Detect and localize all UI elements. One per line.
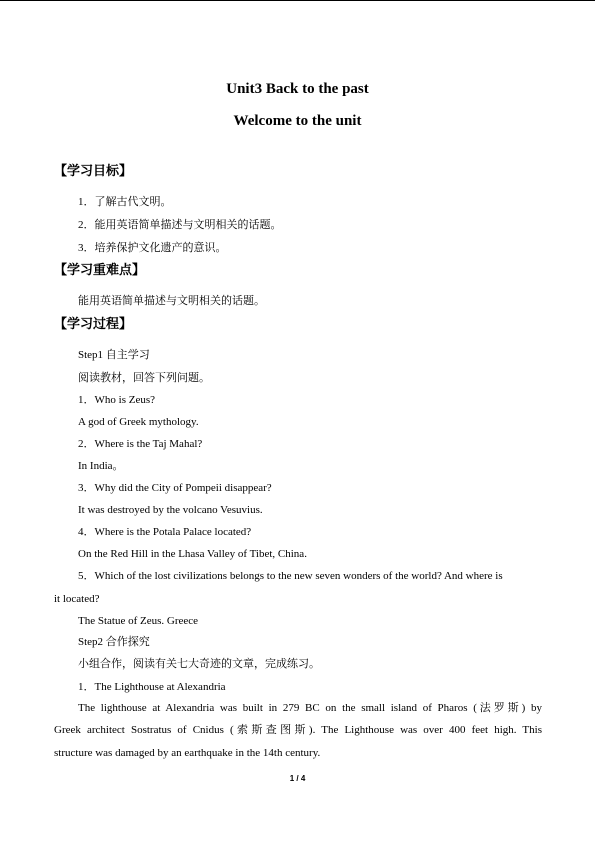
goal-item: 3．培养保护文化遗产的意识。 bbox=[78, 242, 227, 254]
key-points-text: 能用英语简单描述与文明相关的话题。 bbox=[78, 295, 265, 307]
step2-intro: 小组合作，阅读有关七大奇迹的文章，完成练习。 bbox=[78, 658, 320, 670]
step2-title: Step2 合作探究 bbox=[78, 636, 150, 648]
passage-title: 1．The Lighthouse at Alexandria bbox=[78, 681, 226, 693]
step1-title: Step1 自主学习 bbox=[78, 349, 150, 361]
passage-line: structure was damaged by an earthquake in the 14th century. bbox=[54, 747, 321, 759]
answer: The Statue of Zeus. Greece bbox=[78, 615, 199, 627]
answer: A god of Greek mythology. bbox=[78, 416, 199, 428]
question: 4．Where is the Potala Palace located? bbox=[78, 526, 252, 538]
question-5-line1: 5．Which of the lost civilizations belongs to the new seven wonders of the world? And where is bbox=[78, 570, 503, 582]
document-subtitle: Welcome to the unit bbox=[233, 113, 362, 129]
page-number: 1 / 4 bbox=[289, 774, 306, 783]
question-5-line2: it located? bbox=[54, 593, 100, 605]
step1-intro: 阅读教材，回答下列问题。 bbox=[78, 372, 210, 384]
answer: In India。 bbox=[78, 460, 124, 472]
goal-item: 2．能用英语简单描述与文明相关的话题。 bbox=[78, 219, 282, 231]
goal-item: 1．了解古代文明。 bbox=[78, 196, 172, 208]
question: 3．Why did the City of Pompeii disappear? bbox=[78, 482, 272, 494]
answer: It was destroyed by the volcano Vesuvius. bbox=[78, 504, 263, 516]
document-title: Unit3 Back to the past bbox=[226, 81, 369, 97]
answer: On the Red Hill in the Lhasa Valley of Tibet, China. bbox=[78, 548, 307, 560]
process-heading: 【学习过程】 bbox=[54, 317, 133, 332]
passage-line: Greek architect Sostratus of Cnidus (索斯查图斯). The Lighthouse was over 400 feet high. This bbox=[54, 724, 542, 736]
question: 1．Who is Zeus? bbox=[78, 394, 155, 406]
question: 2．Where is the Taj Mahal? bbox=[78, 438, 203, 450]
goals-heading: 【学习目标】 bbox=[54, 164, 133, 179]
passage-line: The lighthouse at Alexandria was built in 279 BC on the small island of Pharos (法罗斯) by bbox=[78, 702, 542, 714]
key-points-heading: 【学习重难点】 bbox=[54, 263, 146, 278]
